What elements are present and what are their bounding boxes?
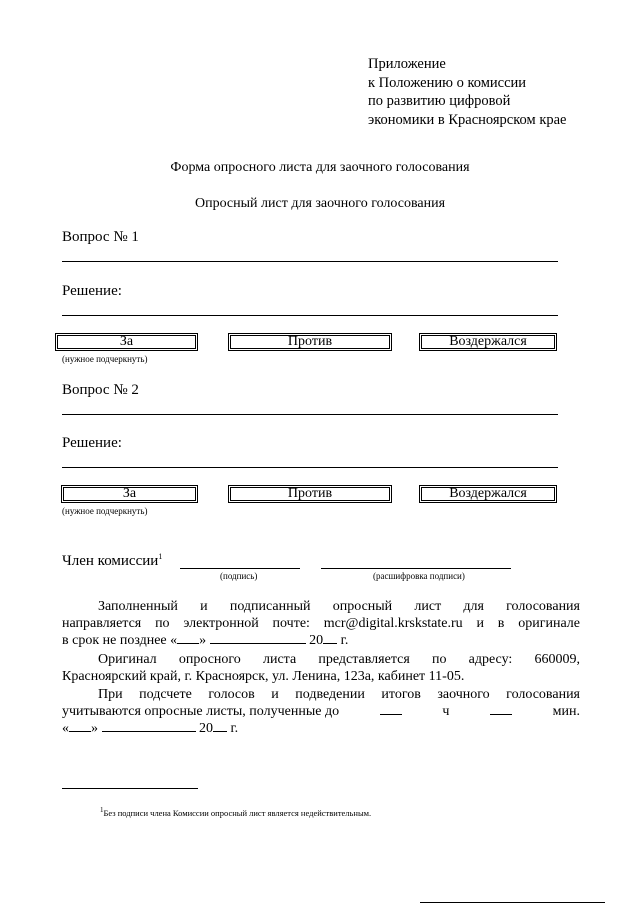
para3-minutes-label: мин. xyxy=(552,704,580,719)
deadline-year-blank[interactable] xyxy=(323,632,337,644)
para3-year-prefix: 20 xyxy=(199,721,213,736)
signature-decoding-caption: (расшифровка подписи) xyxy=(373,571,465,581)
vote-1-against-box[interactable] xyxy=(228,333,392,351)
para1-quote-close: » xyxy=(199,633,210,648)
footnote-separator xyxy=(62,788,198,789)
footnote xyxy=(100,806,371,818)
footnote-mark-bottom: 1 xyxy=(100,806,104,814)
deadline-minute-blank[interactable] xyxy=(490,703,512,715)
form-title: Форма опросного листа для заочного голосования xyxy=(170,160,470,175)
question-1-label: Вопрос № 1 xyxy=(62,229,139,245)
annex-header xyxy=(368,55,566,129)
options-note-1: (нужное подчеркнуть) xyxy=(62,354,148,364)
para1-line3 xyxy=(62,632,580,649)
question-2-label: Вопрос № 2 xyxy=(62,382,139,398)
member-label-text: Член комиссии xyxy=(62,553,159,569)
member-label xyxy=(62,552,162,570)
decision-1-label: Решение: xyxy=(62,283,122,299)
vote-2-abstain-label: Воздержался xyxy=(449,486,527,501)
vote-1-against-label: Против xyxy=(287,334,333,349)
para3-line3 xyxy=(62,720,580,737)
para3-text: учитываются опросные листы, полученные до xyxy=(62,704,340,719)
annex-line-1: Приложение xyxy=(368,56,446,72)
para3-quote-open: « xyxy=(62,721,69,736)
paragraph-original xyxy=(62,651,580,685)
vote-2-for-box[interactable] xyxy=(61,485,198,503)
bottom-edge-line xyxy=(420,902,605,903)
footnote-text: Без подписи члена Комиссии опросный лист является недействительным. xyxy=(103,807,372,818)
count-day-blank[interactable] xyxy=(69,720,91,732)
vote-1-abstain-box[interactable] xyxy=(419,333,557,351)
vote-1-for-label: За xyxy=(119,334,134,349)
annex-line-4: экономики в Красноярском крае xyxy=(368,111,567,128)
vote-2-against-box[interactable] xyxy=(228,485,392,503)
options-note-2: (нужное подчеркнуть) xyxy=(62,506,148,516)
decision-2-label: Решение: xyxy=(62,435,122,451)
count-month-blank[interactable] xyxy=(102,720,196,732)
vote-2-for-label: За xyxy=(122,486,137,501)
paragraph-submission xyxy=(62,598,580,649)
para3-quote-close: » xyxy=(91,721,98,736)
para1-year-suffix: г. xyxy=(337,633,349,648)
vote-2-against-label: Против xyxy=(287,486,333,501)
para3-line2 xyxy=(62,703,580,720)
deadline-hour-blank[interactable] xyxy=(380,703,402,715)
decision-2-line xyxy=(62,467,558,468)
annex-line-3: по развитию цифровой xyxy=(368,93,511,109)
question-2-line xyxy=(62,414,558,415)
deadline-month-blank[interactable] xyxy=(210,632,306,644)
sheet-title: Опросный лист для заочного голосования xyxy=(194,196,446,211)
signature-caption: (подпись) xyxy=(220,571,258,581)
para3-line1: При подсчете голосов и подведении итогов заочного голосования xyxy=(98,687,580,702)
para2-line2: Красноярский край, г. Красноярск, ул. Ленина, 123а, кабинет 11-05. xyxy=(62,669,465,684)
paragraph-counting xyxy=(62,686,580,737)
vote-1-for-box[interactable] xyxy=(55,333,198,351)
signature-decoding-line[interactable] xyxy=(321,568,511,569)
para1-line2: направляется по электронной почте: mcr@digital.krskstate.ru и в оригинале xyxy=(62,616,580,631)
para3-hours-label: ч xyxy=(442,704,450,719)
para1-year-prefix: 20 xyxy=(309,633,324,648)
decision-1-line xyxy=(62,315,558,316)
annex-line-2: к Положению о комиссии xyxy=(368,74,527,91)
vote-2-abstain-box[interactable] xyxy=(419,485,557,503)
para2-line1: Оригинал опросного листа представляется по адресу: 660009, xyxy=(98,652,580,667)
question-1-line xyxy=(62,261,558,262)
deadline-day-blank[interactable] xyxy=(177,632,199,644)
para3-year-suffix: г. xyxy=(227,721,239,736)
footnote-mark: 1 xyxy=(158,552,163,561)
count-year-blank[interactable] xyxy=(213,720,227,732)
vote-1-abstain-label: Воздержался xyxy=(449,334,527,349)
para1-quote-open: в срок не позднее « xyxy=(62,633,178,648)
signature-line[interactable] xyxy=(180,568,300,569)
para1-line1: Заполненный и подписанный опросный лист для голосования xyxy=(98,599,580,614)
